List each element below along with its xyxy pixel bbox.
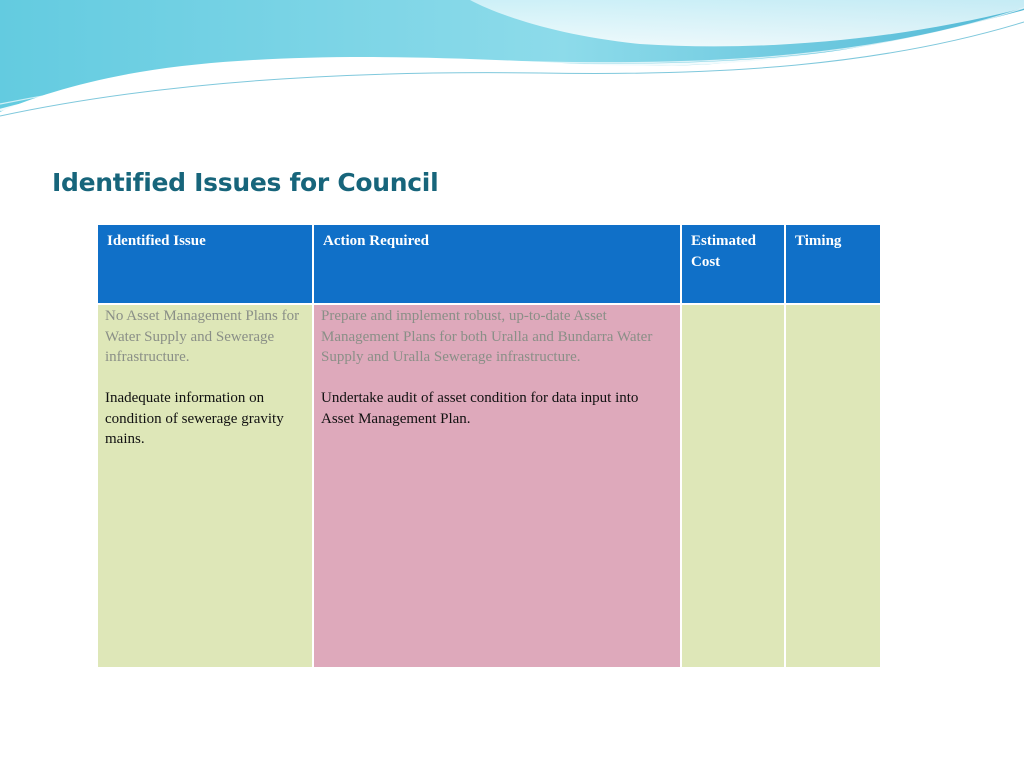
slide-title: Identified Issues for Council (52, 168, 439, 197)
header-estimated-cost: Estimated Cost (681, 224, 785, 304)
action-text: Prepare and implement robust, up-to-date Asset Management Plans for both Uralla and Bundarra Water Supply and Uralla Sewerage infrastructure. (321, 308, 653, 365)
identified-issues-table (96, 223, 882, 669)
cell-timing (785, 304, 881, 668)
cell-action-required (313, 304, 681, 668)
action-text: Undertake audit of asset condition for data input into Asset Management Plan. (321, 390, 639, 427)
header-timing: Timing (785, 224, 881, 304)
table-header-row (97, 224, 881, 304)
issue-text: Inadequate information on condition of sewerage gravity mains. (105, 390, 284, 447)
header-action-required: Action Required (313, 224, 681, 304)
table-row (97, 304, 881, 668)
header-wave-decoration (0, 0, 1024, 130)
header-identified-issue: Identified Issue (97, 224, 313, 304)
cell-estimated-cost (681, 304, 785, 668)
cell-identified-issue (97, 304, 313, 668)
issue-text: No Asset Management Plans for Water Supply and Sewerage infrastructure. (105, 308, 300, 365)
